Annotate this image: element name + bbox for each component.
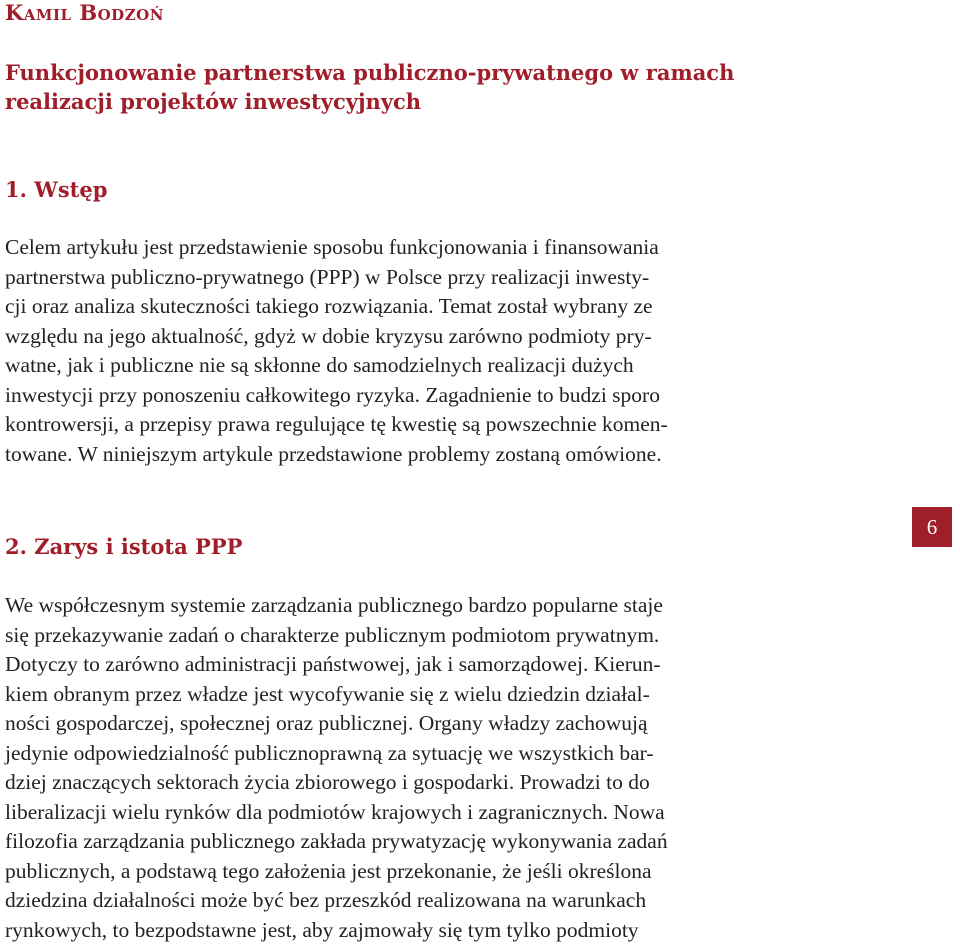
text-line: towane. W niniejszym artykule przedstawione problemy zostaną omówione. xyxy=(5,441,662,466)
title-line: realizacji projektów inwestycyjnych xyxy=(5,89,422,114)
title-line: Funkcjonowanie partnerstwa publiczno-prywatnego w ramach xyxy=(5,60,735,85)
text-line: ności gospodarczej, społecznej oraz publicznej. Organy władzy zachowują xyxy=(5,711,648,735)
section-heading-intro: 1. Wstęp xyxy=(5,177,108,202)
text-line: partnerstwa publiczno-prywatnego (PPP) w Polsce przy realizacji inwesty- xyxy=(5,264,650,289)
article-title xyxy=(5,58,845,116)
text-line: publicznych, a podstawą tego założenia jest przekonanie, że jeśli określona xyxy=(5,858,652,883)
text-line: kontrowersji, a przepisy prawa regulujące tę kwestię są powszechnie komen- xyxy=(5,412,668,436)
text-line: watne, jak i publiczne nie są skłonne do samodzielnych realizacji dużych xyxy=(5,353,634,377)
text-line: filozofia zarządzania publicznego zakłada prywatyzację wykonywania zadań xyxy=(5,829,668,853)
text-line: kiem obranym przez władze jest wycofywanie się z wielu dziedzin działal- xyxy=(5,681,650,706)
text-line: Celem artykułu jest przedstawienie sposobu funkcjonowania i finansowania xyxy=(5,235,659,259)
section-outline-paragraph xyxy=(5,591,835,945)
text-line: liberalizacji wielu rynków dla podmiotów krajowych i zagranicznych. Nowa xyxy=(5,799,665,824)
text-line: rynkowych, to bezpodstawne jest, aby zajmowały się tym tylko podmioty xyxy=(5,917,639,942)
text-line: jedynie odpowiedzialność publicznoprawną za sytuację we wszystkich bar- xyxy=(5,740,654,765)
section-heading-outline: 2. Zarys i istota PPP xyxy=(5,534,243,559)
text-line: dziedzina działalności może być bez przeszkód realizowana na warunkach xyxy=(5,888,647,912)
author-name: Kamil Bodzoń xyxy=(5,0,164,25)
text-line: się przekazywanie zadań o charakterze publicznym podmiotom prywatnym. xyxy=(5,622,660,647)
text-line: względu na jego aktualność, gdyż w dobie kryzysu zarówno podmioty pry- xyxy=(5,323,652,348)
text-line: dziej znaczących sektorach życia zbiorowego i gospodarki. Prowadzi to do xyxy=(5,770,650,794)
text-line: inwestycji przy ponoszeniu całkowitego ryzyka. Zagadnienie to budzi sporo xyxy=(5,382,660,407)
section-intro-paragraph xyxy=(5,233,835,469)
text-line: We współczesnym systemie zarządzania publicznego bardzo popularne staje xyxy=(5,593,663,617)
text-line: Dotyczy to zarówno administracji państwowej, jak i samorządowej. Kierun- xyxy=(5,652,661,676)
text-line: cji oraz analiza skuteczności takiego rozwiązania. Temat został wybrany ze xyxy=(5,294,653,318)
page-number-badge: 6 xyxy=(912,507,952,547)
